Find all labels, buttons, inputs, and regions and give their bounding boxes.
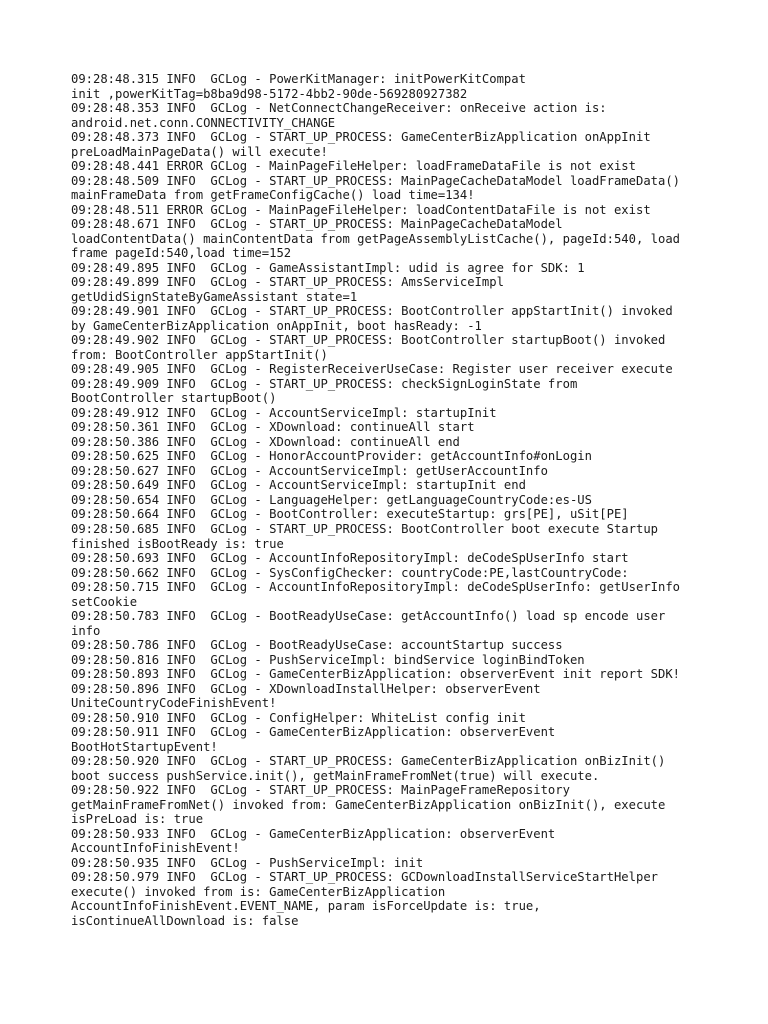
log-line: android.net.conn.CONNECTIVITY_CHANGE [71,115,336,130]
log-line: 09:28:50.715 INFO GCLog - AccountInfoRepositoryImpl: deCodeSpUserInfo: getUserInfo [71,580,681,595]
log-line: 09:28:48.373 INFO GCLog - START_UP_PROCESS: GameCenterBizApplication onAppInit [71,130,651,145]
log-line: AccountInfoFinishEvent! [71,841,240,856]
log-line: mainFrameData from getFrameConfigCache() load time=134! [71,188,475,203]
log-line: 09:28:49.899 INFO GCLog - START_UP_PROCESS: AmsServiceImpl [71,275,504,290]
log-line: loadContentData() mainContentData from getPageAssemblyListCache(), pageId:540, load [71,231,681,246]
log-line: info [71,623,101,638]
log-line: from: BootController appStartInit() [71,347,328,362]
log-line: preLoadMainPageData() will execute! [71,144,328,159]
log-line: getUdidSignStateByGameAssistant state=1 [71,289,358,304]
log-line: 09:28:50.922 INFO GCLog - START_UP_PROCESS: MainPageFrameRepository [71,783,570,798]
log-line: 09:28:50.979 INFO GCLog - START_UP_PROCESS: GCDownloadInstallServiceStartHelper [71,870,658,885]
log-line: 09:28:50.649 INFO GCLog - AccountServiceImpl: startupInit end [71,478,526,493]
log-line: getMainFrameFromNet() invoked from: GameCenterBizApplication onBizInit(), execute [71,797,666,812]
log-line: by GameCenterBizApplication onAppInit, boot hasReady: -1 [71,318,482,333]
log-line: 09:28:48.511 ERROR GCLog - MainPageFileHelper: loadContentDataFile is not exist [71,202,651,217]
log-line: 09:28:50.933 INFO GCLog - GameCenterBizApplication: observerEvent [71,826,556,841]
log-line: AccountInfoFinishEvent.EVENT_NAME, param isForceUpdate is: true, [71,899,541,914]
log-line: isPreLoad is: true [71,812,204,827]
log-line: 09:28:50.896 INFO GCLog - XDownloadInstallHelper: observerEvent [71,681,541,696]
log-line: BootHotStartupEvent! [71,739,218,754]
log-line: 09:28:49.905 INFO GCLog - RegisterReceiverUseCase: Register user receiver execute [71,362,673,377]
log-line: 09:28:50.361 INFO GCLog - XDownload: continueAll start [71,420,475,435]
log-document [71,72,731,928]
log-line: 09:28:48.315 INFO GCLog - PowerKitManager: initPowerKitCompat [71,72,526,86]
log-line: 09:28:48.671 INFO GCLog - START_UP_PROCESS: MainPageCacheDataModel [71,217,563,232]
log-line: isContinueAllDownload is: false [71,913,299,928]
log-line: 09:28:50.911 INFO GCLog - GameCenterBizApplication: observerEvent [71,725,556,740]
log-line: 09:28:50.786 INFO GCLog - BootReadyUseCase: accountStartup success [71,638,563,653]
log-line: init ,powerKitTag=b8ba9d98-5172-4bb2-90de-569280927382 [71,86,468,101]
log-line: 09:28:50.693 INFO GCLog - AccountInfoRepositoryImpl: deCodeSpUserInfo start [71,551,629,566]
log-line: 09:28:49.902 INFO GCLog - START_UP_PROCESS: BootController startupBoot() invoked [71,333,666,348]
log-line: 09:28:49.901 INFO GCLog - START_UP_PROCESS: BootController appStartInit() invoked [71,304,673,319]
log-line: 09:28:48.441 ERROR GCLog - MainPageFileHelper: loadFrameDataFile is not exist [71,159,636,174]
log-line: 09:28:48.509 INFO GCLog - START_UP_PROCESS: MainPageCacheDataModel loadFrameData() [71,173,681,188]
log-line: 09:28:50.816 INFO GCLog - PushServiceImpl: bindService loginBindToken [71,652,585,667]
log-line: 09:28:50.627 INFO GCLog - AccountServiceImpl: getUserAccountInfo [71,463,548,478]
log-line: 09:28:49.912 INFO GCLog - AccountServiceImpl: startupInit [71,405,497,420]
log-line: 09:28:49.895 INFO GCLog - GameAssistantImpl: udid is agree for SDK: 1 [71,260,585,275]
log-line: 09:28:50.625 INFO GCLog - HonorAccountProvider: getAccountInfo#onLogin [71,449,592,464]
log-line: 09:28:50.783 INFO GCLog - BootReadyUseCase: getAccountInfo() load sp encode user [71,609,666,624]
log-line: 09:28:50.920 INFO GCLog - START_UP_PROCESS: GameCenterBizApplication onBizInit() [71,754,666,769]
log-line: 09:28:50.893 INFO GCLog - GameCenterBizApplication: observerEvent init report SDK! [71,667,681,682]
log-line: execute() invoked from is: GameCenterBizApplication [71,884,446,899]
log-line: 09:28:50.386 INFO GCLog - XDownload: continueAll end [71,434,460,449]
log-line: 09:28:50.935 INFO GCLog - PushServiceImpl: init [71,855,424,870]
log-line: boot success pushService.init(), getMainFrameFromNet(true) will execute. [71,768,600,783]
log-line: BootController startupBoot() [71,391,277,406]
log-line: 09:28:50.685 INFO GCLog - START_UP_PROCESS: BootController boot execute Startup [71,521,658,536]
log-line: 09:28:50.910 INFO GCLog - ConfigHelper: WhiteList config init [71,710,526,725]
log-line: setCookie [71,594,138,609]
log-line: finished isBootReady is: true [71,536,284,551]
log-line: frame pageId:540,load time=152 [71,246,292,261]
log-line: 09:28:50.654 INFO GCLog - LanguageHelper: getLanguageCountryCode:es-US [71,492,592,507]
log-line: 09:28:50.662 INFO GCLog - SysConfigChecker: countryCode:PE,lastCountryCode: [71,565,629,580]
log-line: UniteCountryCodeFinishEvent! [71,696,277,711]
log-line: 09:28:49.909 INFO GCLog - START_UP_PROCESS: checkSignLoginState from [71,376,578,391]
log-line: 09:28:50.664 INFO GCLog - BootController: executeStartup: grs[PE], uSit[PE] [71,507,629,522]
log-line: 09:28:48.353 INFO GCLog - NetConnectChangeReceiver: onReceive action is: [71,101,607,116]
